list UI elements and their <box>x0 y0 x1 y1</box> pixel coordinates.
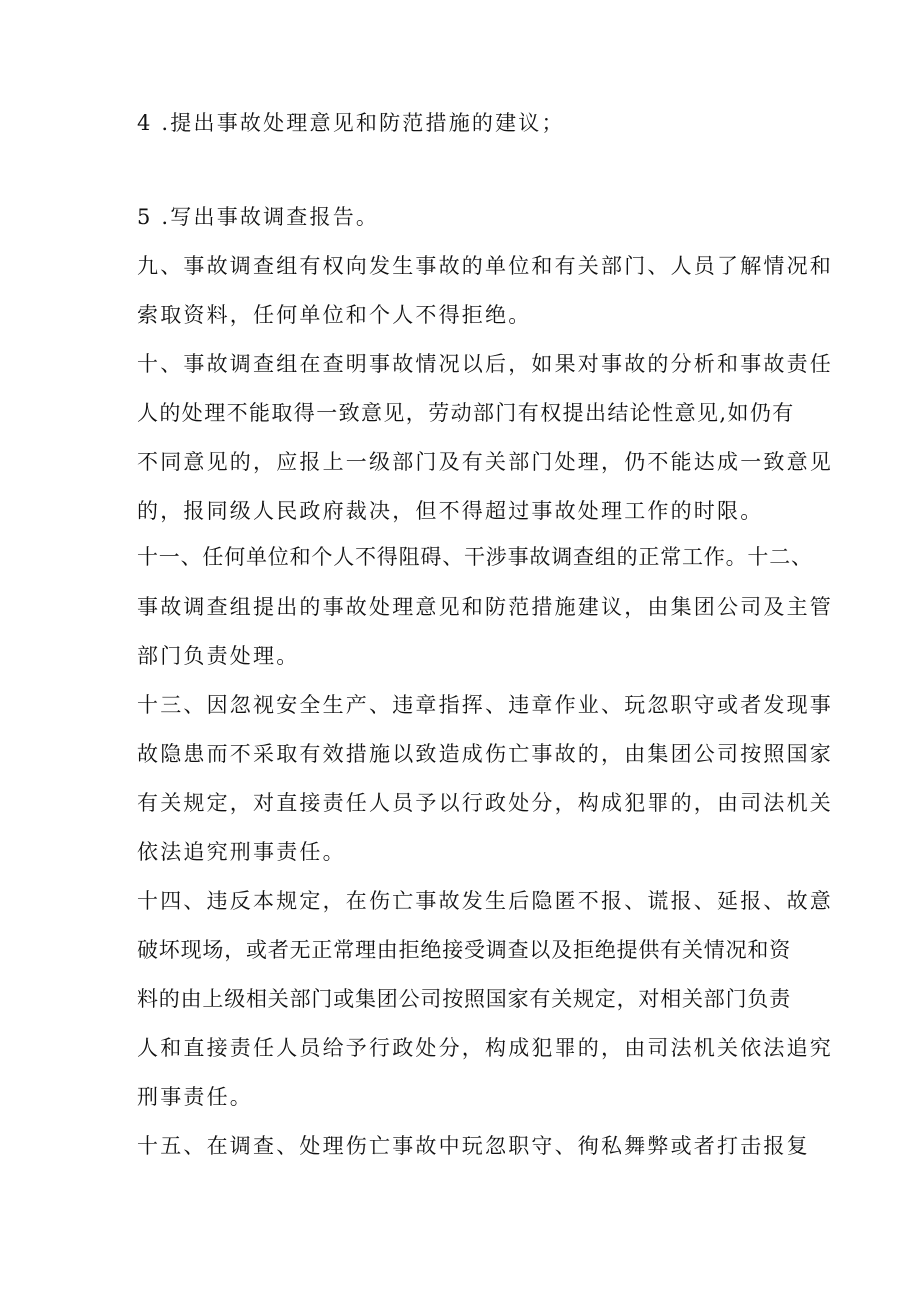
text-line: 故隐患而不采取有效措施以致造成伤亡事故的，由集团公司按照国家 <box>137 742 833 766</box>
text-line: 4 .提出事故处理意见和防范措施的建议； <box>137 111 565 135</box>
text-line: 料的由上级相关部门或集团公司按照国家有关规定，对相关部门负责 <box>137 987 791 1011</box>
text-line: 十四、违反本规定，在伤亡事故发生后隐匿不报、谎报、延报、故意 <box>137 889 833 913</box>
text-line: 十三、因忽视安全生产、违章指挥、违章作业、玩忽职守或者发现事 <box>137 693 833 717</box>
text-line: 部门负责处理。 <box>137 644 300 668</box>
text-line: 不同意见的，应报上一级部门及有关部门处理，仍不能达成一致意见 <box>137 450 833 474</box>
text-line: 人的处理不能取得一致意见，劳动部门有权提出结论性意见,如仍有 <box>137 401 795 425</box>
text-line: 索取资料，任何单位和个人不得拒绝。 <box>137 303 532 327</box>
text-line: 刑事责任。 <box>137 1085 253 1109</box>
text-line: 人和直接责任人员给予行政处分，构成犯罪的，由司法机关依法追究 <box>137 1036 833 1060</box>
text-line: 5 .写出事故调查报告。 <box>137 205 380 229</box>
text-line: 九、事故调查组有权向发生事故的单位和有关部门、人员了解情况和 <box>137 254 833 278</box>
text-line: 依法追究刑事责任。 <box>137 840 346 864</box>
text-line: 十五、在调查、处理伤亡事故中玩忽职守、徇私舞弊或者打击报复 <box>137 1134 810 1158</box>
text-line: 十、事故调查组在查明事故情况以后，如果对事故的分析和事故责任 <box>137 352 833 376</box>
text-line: 事故调查组提出的事故处理意见和防范措施建议，由集团公司及主管 <box>137 595 833 619</box>
text-line: 十一、任何单位和个人不得阻碍、干涉事故调查组的正常工作。十二、 <box>137 545 813 569</box>
text-line: 的，报同级人民政府裁决，但不得超过事故处理工作的时限。 <box>137 499 764 523</box>
text-line: 有关规定，对直接责任人员予以行政处分，构成犯罪的，由司法机关 <box>137 791 833 815</box>
text-line: 破坏现场，或者无正常理由拒绝接受调查以及拒绝提供有关情况和资 <box>137 938 791 962</box>
